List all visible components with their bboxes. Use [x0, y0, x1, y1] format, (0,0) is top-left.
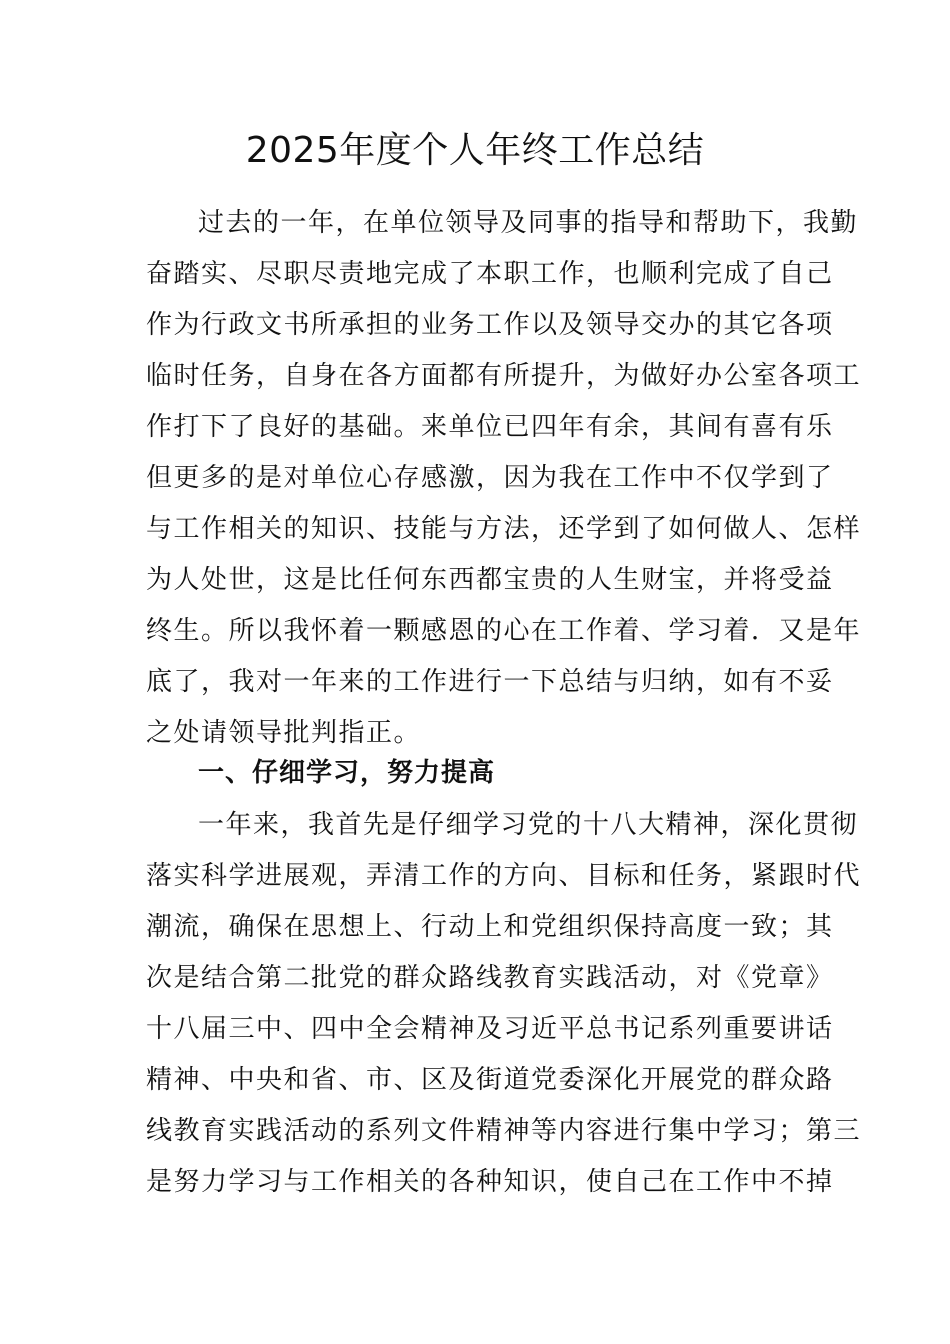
paragraph-line: 临时任务，自身在各方面都有所提升，为做好办公室各项工	[146, 361, 862, 391]
paragraph-line: 但更多的是对单位心存感激，因为我在工作中不仅学到了	[146, 463, 834, 493]
paragraph-line: 潮流，确保在思想上、行动上和党组织保持高度一致；其	[146, 912, 834, 942]
paragraph-line: 作打下了良好的基础。来单位已四年有余，其间有喜有乐	[146, 412, 834, 442]
paragraph-line: 之处请领导批判指正。	[146, 718, 422, 748]
paragraph-line: 作为行政文书所承担的业务工作以及领导交办的其它各项	[146, 310, 834, 340]
paragraph-line: 过去的一年，在单位领导及同事的指导和帮助下，我勤	[198, 208, 859, 238]
paragraph-line: 奋踏实、尽职尽责地完成了本职工作，也顺利完成了自己	[146, 259, 834, 289]
paragraph-intro	[146, 198, 862, 759]
paragraph-line: 底了，我对一年来的工作进行一下总结与归纳，如有不妥	[146, 667, 834, 697]
paragraph-line: 与工作相关的知识、技能与方法，还学到了如何做人、怎样	[146, 514, 862, 544]
paragraph-line: 一年来，我首先是仔细学习党的十八大精神，深化贯彻	[198, 810, 859, 840]
paragraph-line: 为人处世，这是比任何东西都宝贵的人生财宝，并将受益	[146, 565, 834, 595]
paragraph-line: 精神、中央和省、市、区及街道党委深化开展党的群众路	[146, 1065, 834, 1095]
document-title: 2025年度个人年终工作总结	[245, 130, 705, 171]
paragraph-line: 次是结合第二批党的群众路线教育实践活动，对《党章》	[146, 963, 834, 993]
paragraph-line: 落实科学进展观，弄清工作的方向、目标和任务，紧跟时代	[146, 861, 862, 891]
paragraph-study	[146, 800, 862, 1208]
paragraph-line: 线教育实践活动的系列文件精神等内容进行集中学习；第三	[146, 1116, 862, 1146]
paragraph-line: 是努力学习与工作相关的各种知识，使自己在工作中不掉	[146, 1167, 834, 1197]
section-heading-1: 一、仔细学习，努力提高	[198, 758, 496, 788]
paragraph-line: 十八届三中、四中全会精神及习近平总书记系列重要讲话	[146, 1014, 834, 1044]
paragraph-line: 终生。所以我怀着一颗感恩的心在工作着、学习着．又是年	[146, 616, 862, 646]
